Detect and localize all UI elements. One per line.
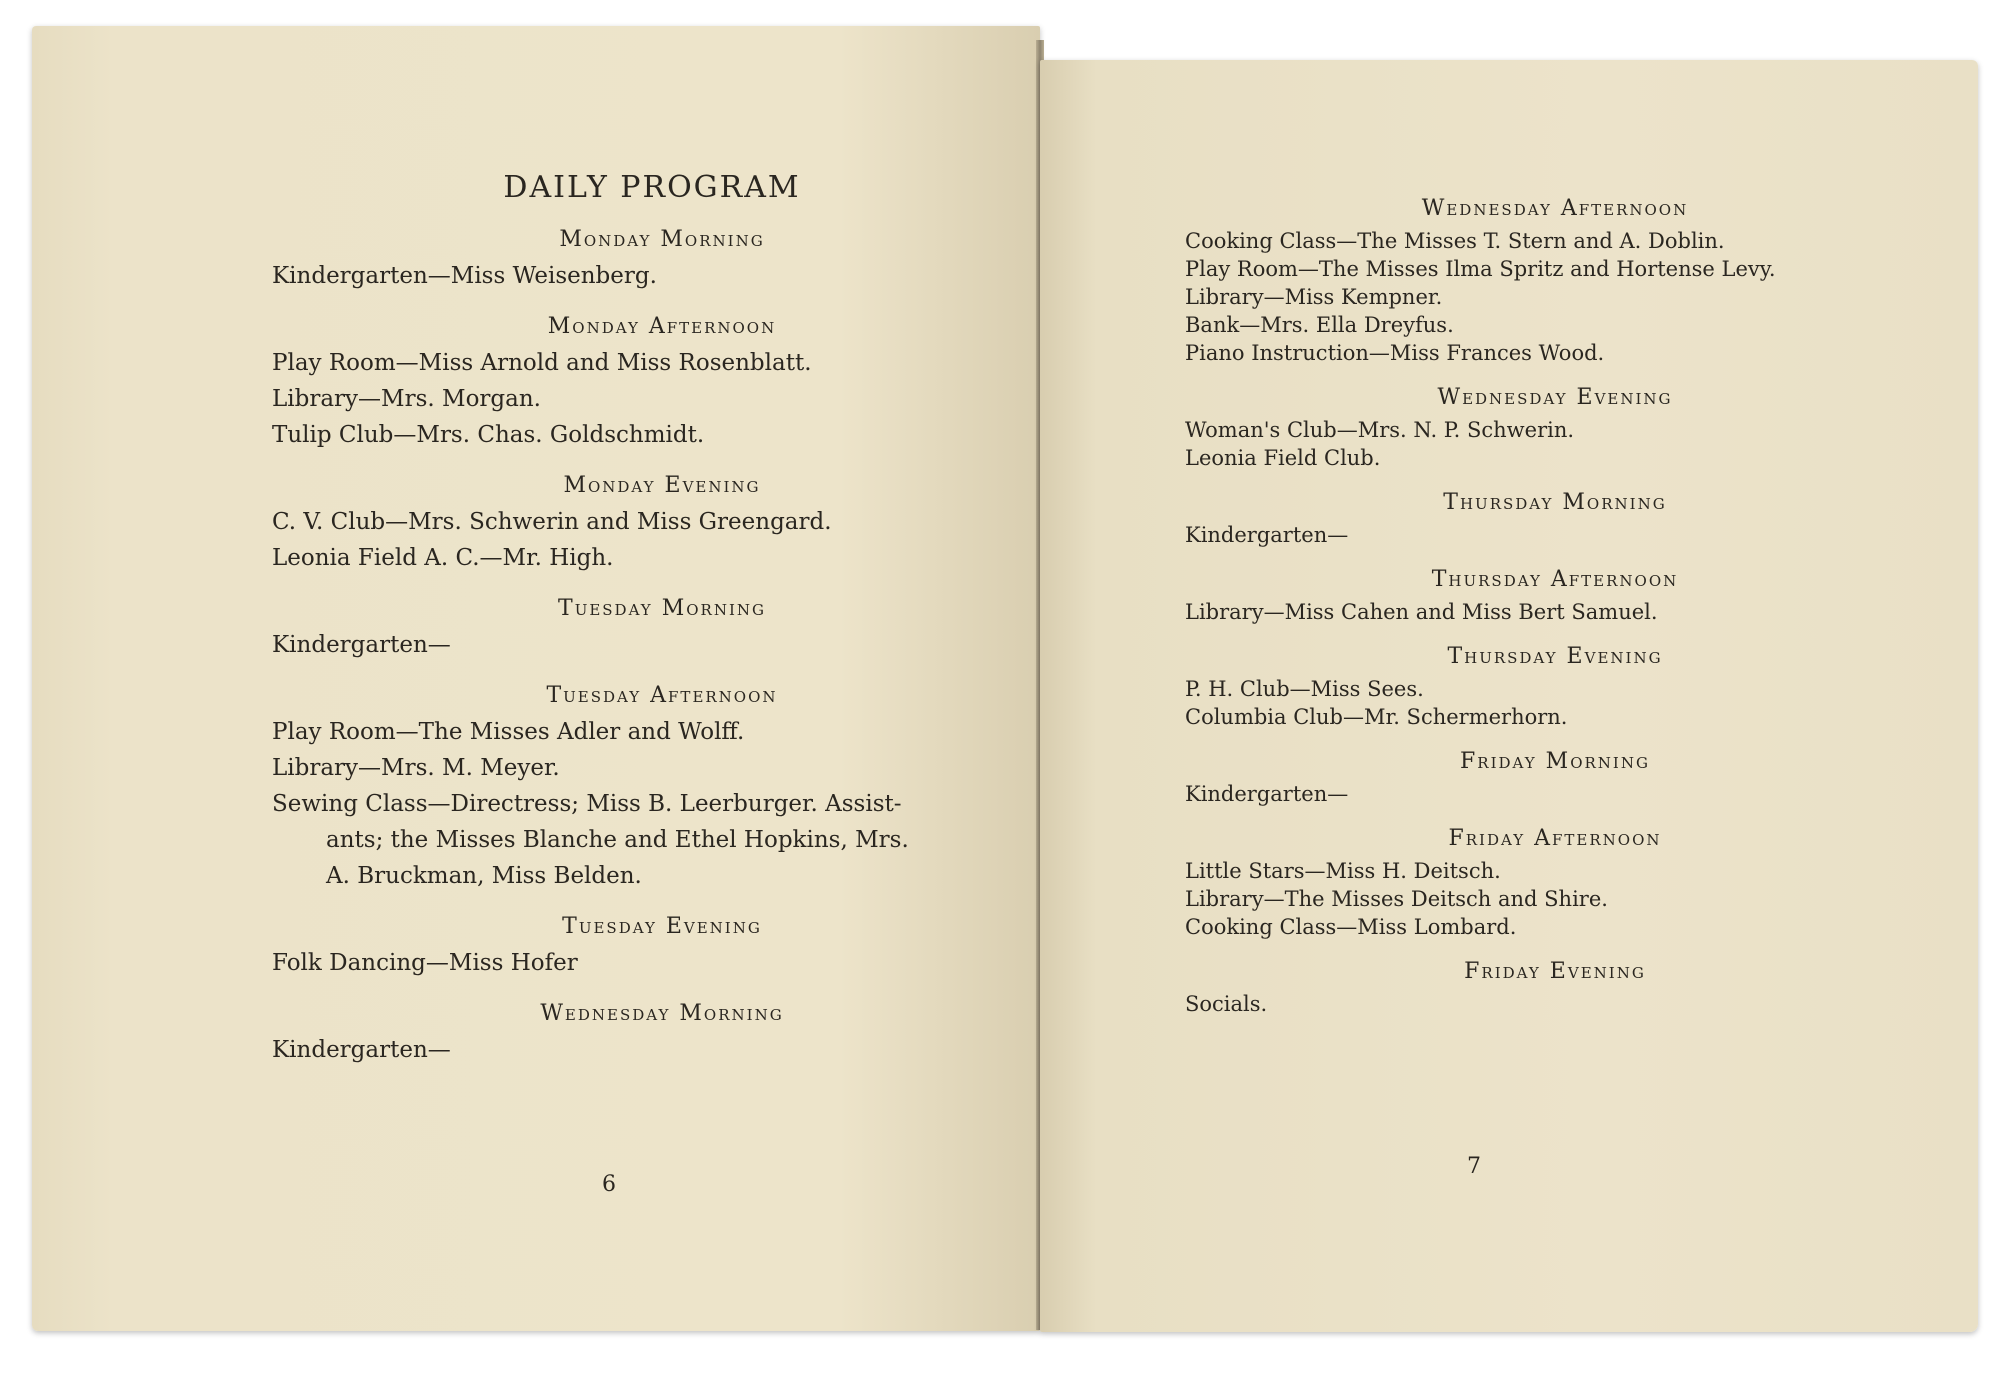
program-line: P. H. Club—Miss Sees. (1185, 677, 1424, 701)
program-line: Play Room—The Misses Adler and Wolff. (272, 719, 745, 745)
section-heading: Thursday Evening (1447, 644, 1663, 669)
program-line: Kindergarten— (1185, 523, 1349, 547)
section-heading: Tuesday Morning (558, 596, 766, 621)
page-number: 6 (602, 1172, 616, 1197)
right-page (1040, 60, 1978, 1332)
left-page-content (272, 146, 972, 1068)
program-line: Bank—Mrs. Ella Dreyfus. (1185, 313, 1454, 337)
program-line: Kindergarten— (1185, 782, 1349, 806)
program-line: Library—Mrs. Morgan. (272, 386, 541, 412)
right-page-content (1185, 178, 1845, 1018)
program-line: Library—Mrs. M. Meyer. (272, 755, 560, 781)
program-line: Little Stars—Miss H. Deitsch. (1185, 859, 1501, 883)
section-heading: Monday Evening (563, 473, 761, 498)
program-line: C. V. Club—Mrs. Schwerin and Miss Greengard. (272, 509, 832, 535)
program-line: Folk Dancing—Miss Hofer (272, 950, 578, 976)
section-heading: Friday Afternoon (1448, 826, 1662, 851)
section-heading: Friday Morning (1460, 749, 1650, 774)
program-line: Leonia Field A. C.—Mr. High. (272, 545, 614, 571)
section-heading: Thursday Morning (1443, 490, 1667, 515)
left-page (32, 26, 1040, 1331)
program-line: Sewing Class—Directress; Miss B. Leerburger. Assist- (272, 791, 902, 817)
program-line-continued: A. Bruckman, Miss Belden. (326, 863, 642, 889)
program-line: Socials. (1185, 992, 1268, 1016)
program-line: Columbia Club—Mr. Schermerhorn. (1185, 705, 1568, 729)
program-line: Piano Instruction—Miss Frances Wood. (1185, 341, 1605, 365)
section-heading: Wednesday Morning (540, 1001, 784, 1026)
section-heading: Monday Morning (559, 227, 765, 252)
program-line: Kindergarten— (272, 1037, 451, 1063)
program-line: Play Room—Miss Arnold and Miss Rosenblatt. (272, 350, 812, 376)
program-line: Library—Miss Cahen and Miss Bert Samuel. (1185, 600, 1658, 624)
page-number: 7 (1467, 1154, 1481, 1179)
program-line: Kindergarten—Miss Weisenberg. (272, 263, 657, 289)
program-line: Cooking Class—Miss Lombard. (1185, 915, 1517, 939)
program-line: Play Room—The Misses Ilma Spritz and Hortense Levy. (1185, 257, 1776, 281)
program-line: Leonia Field Club. (1185, 446, 1381, 470)
program-line: Cooking Class—The Misses T. Stern and A. Doblin. (1185, 229, 1725, 253)
section-heading: Wednesday Evening (1437, 385, 1673, 410)
program-line: Woman's Club—Mrs. N. P. Schwerin. (1185, 418, 1575, 442)
section-heading: Friday Evening (1464, 959, 1646, 984)
section-heading: Wednesday Afternoon (1421, 196, 1689, 221)
program-line: Tulip Club—Mrs. Chas. Goldschmidt. (272, 422, 705, 448)
program-line-continued: ants; the Misses Blanche and Ethel Hopkins, Mrs. (326, 827, 909, 853)
section-heading: Tuesday Afternoon (546, 683, 778, 708)
section-heading: Thursday Afternoon (1431, 567, 1679, 592)
program-line: Library—Miss Kempner. (1185, 285, 1443, 309)
section-heading: Monday Afternoon (547, 314, 777, 339)
section-heading: Tuesday Evening (562, 914, 762, 939)
page-title: DAILY PROGRAM (503, 170, 801, 205)
program-line: Library—The Misses Deitsch and Shire. (1185, 887, 1608, 911)
program-line: Kindergarten— (272, 632, 451, 658)
